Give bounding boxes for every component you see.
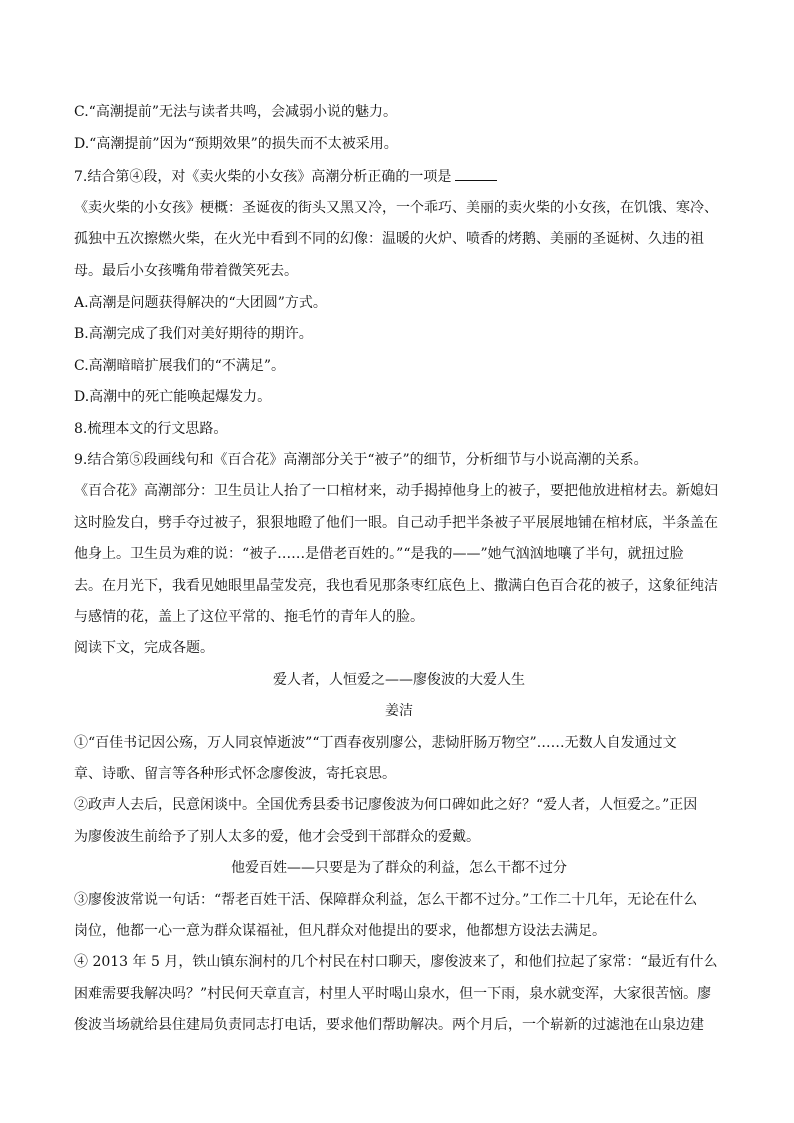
paragraph-2-line-2: 为廖俊波生前给予了别人太多的爱，他才会受到干部群众的爱戴。 [74, 829, 480, 845]
article-author: 姜洁 [385, 703, 413, 719]
choice-c: C.高潮暗暗扩展我们的“不满足”。 [74, 358, 285, 374]
choice-a: A.高潮是问题获得解决的“大团圆”方式。 [74, 295, 327, 311]
article-title: 爱人者，人恒爱之——廖俊波的大爱人生 [273, 672, 525, 688]
choice-b: B.高潮完成了我们对美好期待的期许。 [74, 326, 313, 342]
excerpt-line-2: 这时脸发白，劈手夺过被子，狠狠地瞪了他们一眼。自己动手把半条被子平展展地铺在棺材底，半条盖在 [74, 515, 718, 531]
question-9: 9.结合第⑤段画线句和《百合花》高潮部分关于“被子”的细节，分析细节与小说高潮的关系。 [74, 452, 648, 468]
paragraph-2-line-1: ②政声人去后，民意闲谈中。全国优秀县委书记廖俊波为何口碑如此之好？“爱人者，人恒爱之。”正因 [74, 797, 698, 813]
excerpt-line-3: 他身上。卫生员为难的说：“被子……是借老百姓的。”“是我的——”她气汹汹地嚷了半句，就扭过脸 [74, 546, 684, 562]
question-7 [74, 166, 724, 187]
answer-blank [455, 166, 497, 181]
reading-instruction: 阅读下文，完成各题。 [74, 640, 214, 656]
synopsis-line-2: 孤独中五次擦燃火柴，在火光中看到不同的幻像：温暖的火炉、喷香的烤鹅、美丽的圣诞树、久违的祖 [74, 231, 704, 247]
choice-d: D.高潮中的死亡能唤起爆发力。 [74, 389, 272, 405]
section-subheading: 他爱百姓——只要是为了群众的利益，怎么干都不过分 [231, 860, 567, 876]
option-c-line: C.“高潮提前”无法与读者共鸣，会减弱小说的魅力。 [74, 104, 397, 120]
paragraph-1-line-1: ①“百佳书记因公殇，万人同哀悼逝波”“丁酉春夜别廖公，悲恸肝肠万物空”……无数人自发通过文 [74, 735, 677, 751]
paragraph-4-line-2: 困难需要我解决吗？”村民何天章直言，村里人平时喝山泉水，但一下雨，泉水就变浑，大家很苦恼。廖 [74, 986, 712, 1002]
paragraph-4-line-3: 俊波当场就给县住建局负责同志打电话，要求他们帮助解决。两个月后，一个崭新的过滤池在山泉边建 [74, 1017, 704, 1033]
paragraph-4-line-1: ④ 2013 年 5 月，铁山镇东涧村的几个村民在村口聊天，廖俊波来了，和他们拉起了家常：“最近有什么 [74, 954, 718, 970]
paragraph-3-line-1: ③廖俊波常说一句话：“帮老百姓干活、保障群众利益，怎么干都不过分。”工作二十几年，无论在什么 [74, 892, 698, 908]
question-7-text: 7.结合第④段，对《卖火柴的小女孩》高潮分析正确的一项是 [74, 169, 452, 185]
option-d-line: D.“高潮提前”因为“预期效果”的损失而不太被采用。 [74, 136, 398, 152]
paragraph-1-line-2: 章、诗歌、留言等各种形式怀念廖俊波，寄托哀思。 [74, 766, 396, 782]
synopsis-line-1: 《卖火柴的小女孩》梗概：圣诞夜的街头又黑又冷，一个乖巧、美丽的卖火柴的小女孩，在饥饿、寒冷、 [74, 200, 718, 216]
paragraph-3-line-2: 岗位，他都一心一意为群众谋福祉，但凡群众对他提出的要求，他都想方设法去满足。 [74, 923, 606, 939]
synopsis-line-3: 母。最后小女孩嘴角带着微笑死去。 [74, 263, 298, 279]
excerpt-line-4: 去。在月光下，我看见她眼里晶莹发亮，我也看见那条枣红底色上、撒满白色百合花的被子，这象征纯洁 [74, 578, 718, 594]
excerpt-line-5: 与感情的花，盖上了这位平常的、拖毛竹的青年人的脸。 [74, 609, 424, 625]
question-8: 8.梳理本文的行文思路。 [74, 421, 228, 437]
excerpt-line-1: 《百合花》高潮部分：卫生员让人抬了一口棺材来，动手揭掉他身上的被子，要把他放进棺材去。新媳妇 [74, 483, 718, 499]
